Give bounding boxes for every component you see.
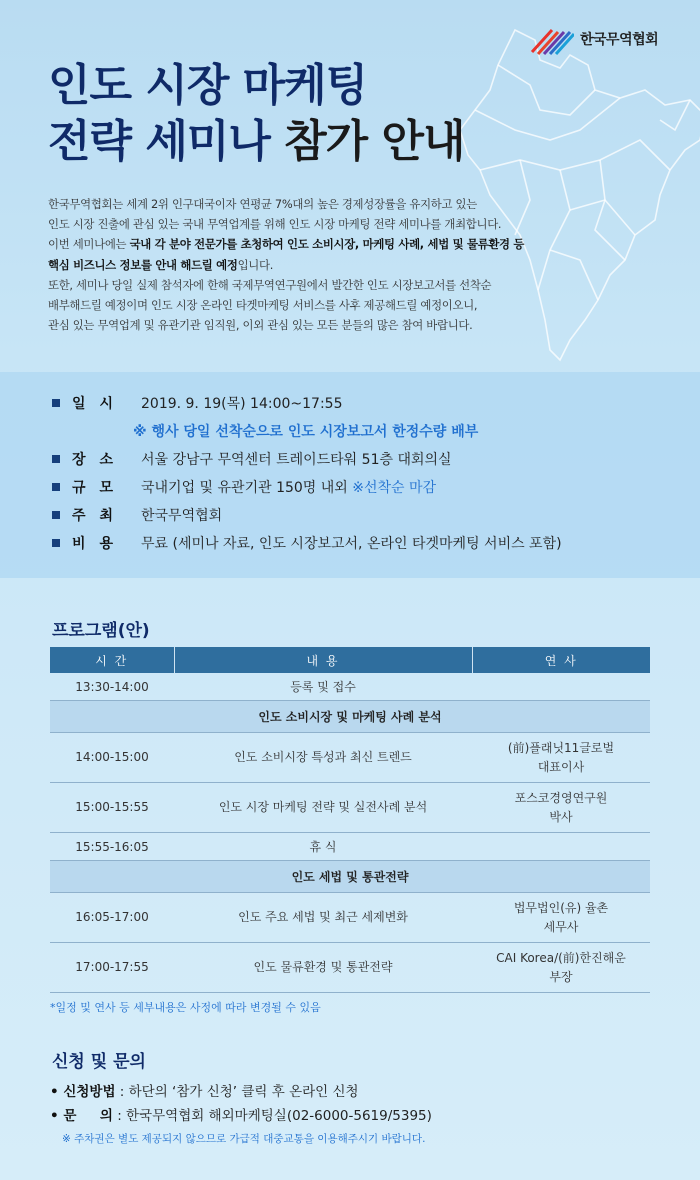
- intro-line: [48, 234, 528, 254]
- info-label: 규모: [72, 480, 128, 496]
- table-row: [50, 733, 650, 783]
- info-fee: [52, 532, 562, 554]
- intro-line: 인도 시장 진출에 관심 있는 국내 무역업계를 위해 인도 시장 마케팅 전략 세미나를 개최합니다.: [48, 217, 502, 232]
- speaker-title: 대표이사: [537, 759, 585, 774]
- cell-content: 인도 주요 세법 및 최근 세제변화: [174, 893, 472, 943]
- square-bullet-icon: [52, 483, 60, 491]
- speaker-title: 부장: [549, 969, 573, 984]
- cell-speaker: [472, 673, 650, 701]
- speaker-affiliation: CAI Korea/(前)한진해운: [496, 950, 626, 965]
- square-bullet-icon: [52, 455, 60, 463]
- column-header-time: 시 간: [50, 647, 174, 673]
- cell-time: 15:00-15:55: [50, 783, 174, 833]
- intro-line: 배부해드릴 예정이며 인도 시장 온라인 타겟마케팅 서비스를 사후 제공해드릴 예정이오니,: [48, 298, 478, 313]
- info-label: 비용: [72, 536, 128, 552]
- title-line2: 전략 세미나: [48, 116, 285, 167]
- cell-content: 인도 소비시장 특성과 최신 트렌드: [174, 733, 472, 783]
- info-value: 한국무역협회: [141, 508, 223, 524]
- table-row: [50, 893, 650, 943]
- apply-method-label: • 신청방법: [50, 1084, 116, 1100]
- cell-time: 15:55-16:05: [50, 833, 174, 861]
- apply-contact-value: : 한국무역협회 해외마케팅실(02-6000-5619/5395): [112, 1108, 432, 1124]
- title-line2-accent: 참가 안내: [284, 116, 465, 167]
- apply-contact: [50, 1104, 432, 1124]
- cell-content: 등록 및 접수: [174, 673, 472, 701]
- info-note: ※ 행사 당일 선착순으로 인도 시장보고서 한정수량 배부: [133, 424, 479, 440]
- info-label: 주최: [72, 508, 128, 524]
- speaker-affiliation: (前)플래닛11글로벌: [507, 740, 615, 755]
- cell-speaker: [472, 833, 650, 861]
- info-value: 무료 (세미나 자료, 인도 시장보고서, 온라인 타겟마케팅 서비스 포함): [141, 536, 562, 552]
- intro-paragraph: [48, 194, 528, 335]
- cell-section: 인도 세법 및 통관전략: [50, 861, 650, 893]
- table-row: [50, 943, 650, 993]
- info-label: 일시: [72, 396, 128, 412]
- apply-title: 신청 및 문의: [52, 1052, 146, 1072]
- intro-line: 한국무역협회는 세계 2위 인구대국이자 연평균 7%대의 높은 경제성장률을 유지하고 있는: [48, 197, 477, 211]
- intro-text: 이번 세미나에는: [48, 237, 130, 252]
- intro-line: [48, 255, 528, 275]
- program-table: [50, 647, 650, 993]
- info-scale: [52, 476, 436, 498]
- cell-content: 휴 식: [174, 833, 472, 861]
- speaker-title: 박사: [549, 809, 573, 824]
- info-date-note: [133, 420, 478, 442]
- cell-section: 인도 소비시장 및 마케팅 사례 분석: [50, 701, 650, 733]
- square-bullet-icon: [52, 399, 60, 407]
- program-note: *일정 및 연사 등 세부내용은 사정에 따라 변경될 수 있음: [50, 1001, 321, 1014]
- cell-speaker: [472, 893, 650, 943]
- table-header-row: [50, 647, 650, 673]
- program-title: 프로그램(안): [52, 621, 150, 641]
- page-title: [48, 58, 465, 170]
- cell-time: 13:30-14:00: [50, 673, 174, 701]
- info-label: 장소: [72, 452, 128, 468]
- table-section-row: [50, 701, 650, 733]
- apply-method-value: : 하단의 ‘참가 신청’ 클릭 후 온라인 신청: [115, 1084, 359, 1100]
- parking-note: ※ 주차권은 별도 제공되지 않으므로 가급적 대중교통을 이용해주시기 바랍니다.: [62, 1133, 426, 1145]
- brand-logo: [530, 22, 658, 56]
- table-row: [50, 783, 650, 833]
- info-value-text: 국내기업 및 유관기관 150명 내외: [141, 480, 353, 496]
- info-value: [141, 477, 436, 497]
- cell-content: 인도 물류환경 및 통관전략: [174, 943, 472, 993]
- info-note: ※선착순 마감: [352, 480, 437, 496]
- square-bullet-icon: [52, 539, 60, 547]
- cell-time: 17:00-17:55: [50, 943, 174, 993]
- speaker-affiliation: 법무법인(유) 율촌: [513, 900, 609, 915]
- info-date: [52, 392, 342, 414]
- info-value: 2019. 9. 19(목) 14:00~17:55: [141, 396, 343, 412]
- apply-method: [50, 1080, 359, 1100]
- intro-emphasis: 국내 각 분야 전문가를 초청하여 인도 소비시장, 마케팅 사례, 세법 및 물류환경 등: [129, 237, 525, 252]
- cell-speaker: [472, 943, 650, 993]
- speaker-title: 세무사: [543, 919, 579, 934]
- intro-line: 관심 있는 무역업계 및 유관기관 임직원, 이외 관심 있는 모든 분들의 많은 참여 바랍니다.: [48, 318, 473, 333]
- column-header-speaker: 연 사: [472, 647, 650, 673]
- event-info-panel: [0, 372, 700, 578]
- title-line1: 인도 시장 마케팅: [48, 60, 368, 111]
- katra-logo-icon: [530, 22, 574, 56]
- table-row: [50, 673, 650, 701]
- intro-emphasis: 핵심 비즈니스 정보를 안내 해드릴 예정: [48, 257, 238, 272]
- cell-speaker: [472, 783, 650, 833]
- square-bullet-icon: [52, 511, 60, 519]
- cell-speaker: [472, 733, 650, 783]
- table-section-row: [50, 861, 650, 893]
- apply-contact-label: • 문 의: [50, 1108, 113, 1124]
- brand-name: 한국무역협회: [580, 32, 659, 48]
- info-value: 서울 강남구 무역센터 트레이드타워 51층 대회의실: [141, 452, 452, 468]
- cell-time: 16:05-17:00: [50, 893, 174, 943]
- info-host: [52, 504, 222, 526]
- column-header-content: 내 용: [174, 647, 472, 673]
- speaker-affiliation: 포스코경영연구원: [514, 790, 608, 805]
- table-row: [50, 833, 650, 861]
- cell-time: 14:00-15:00: [50, 733, 174, 783]
- intro-line: 또한, 세미나 당일 실제 참석자에 한해 국제무역연구원에서 발간한 인도 시장보고서를 선착순: [48, 277, 492, 292]
- cell-content: 인도 시장 마케팅 전략 및 실전사례 분석: [174, 783, 472, 833]
- info-place: [52, 448, 452, 470]
- intro-text: 입니다.: [237, 257, 274, 272]
